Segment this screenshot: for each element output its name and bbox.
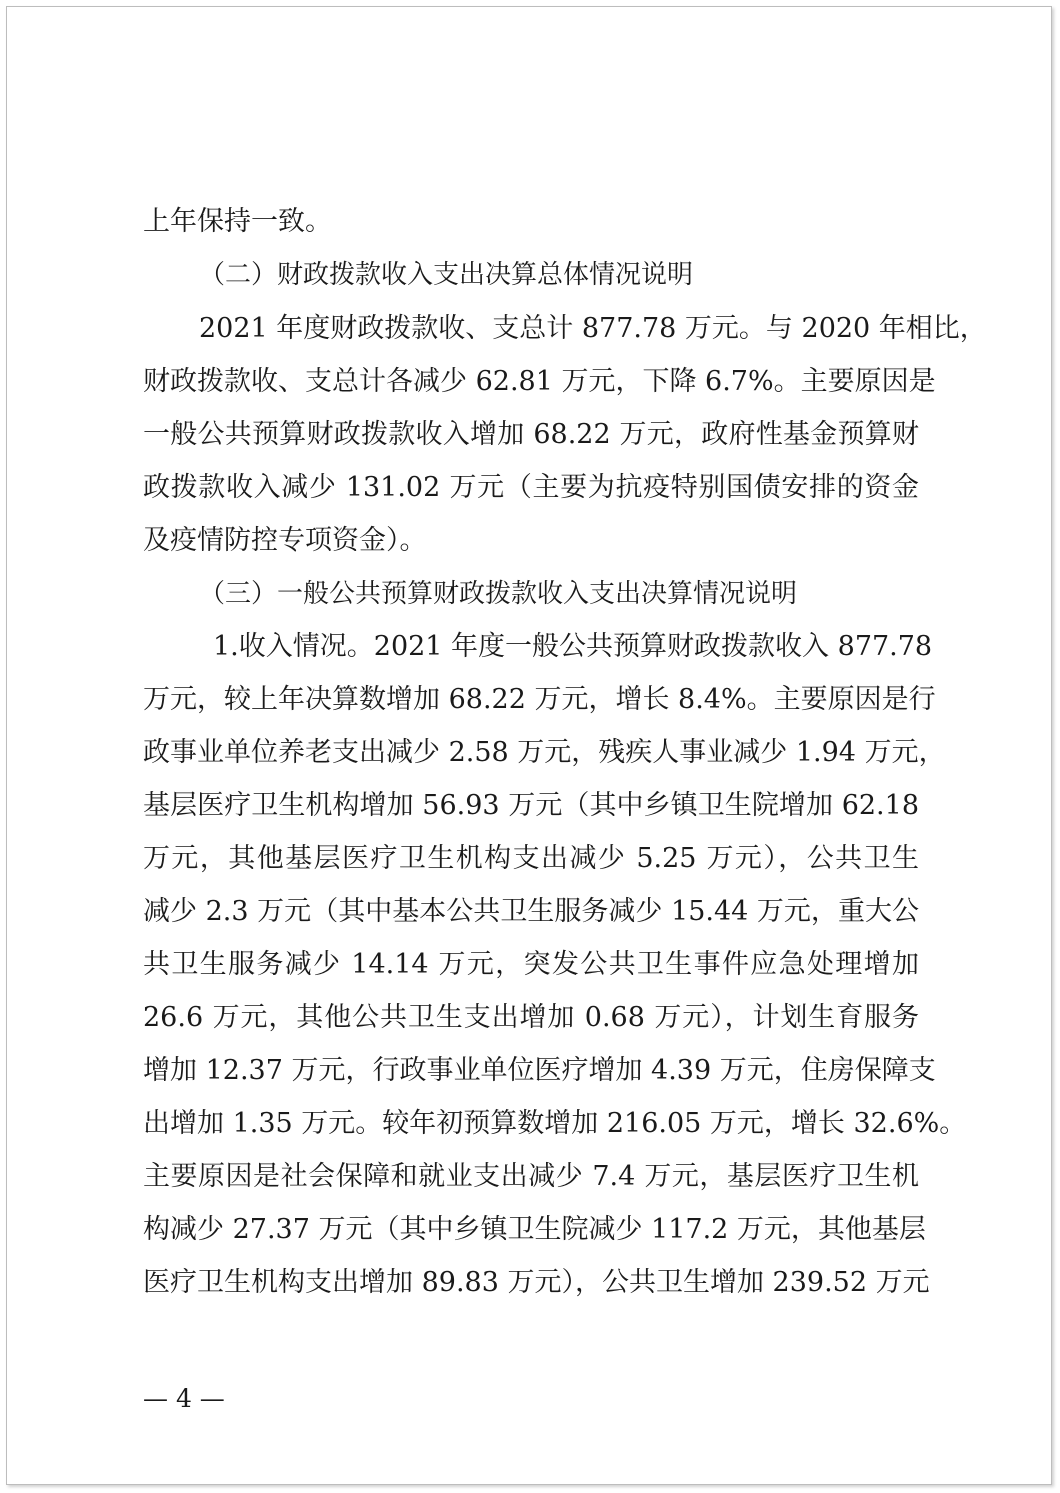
text-line: 共卫生服务减少 14.14 万元，突发公共卫生事件应急处理增加 (143, 949, 919, 980)
text-line: 基层医疗卫生机构增加 56.93 万元（其中乡镇卫生院增加 62.18 (143, 790, 919, 821)
text-line: 万元，较上年决算数增加 68.22 万元，增长 8.4%。主要原因是行 (143, 684, 936, 715)
section-heading-2: （二）财政拨款收入支出决算总体情况说明 (199, 260, 694, 290)
text-line: 1.收入情况。2021 年度一般公共预算财政拨款收入 877.78 (213, 631, 933, 662)
section-heading-3: （三）一般公共预算财政拨款收入支出决算情况说明 (199, 579, 798, 609)
text-line: 一般公共预算财政拨款收入增加 68.22 万元，政府性基金预算财 (143, 419, 919, 450)
text-line: 及疫情防控专项资金）。 (143, 525, 427, 556)
text-line: 26.6 万元，其他公共卫生支出增加 0.68 万元），计划生育服务 (143, 1002, 919, 1033)
text-line: 财政拨款收、支总计各减少 62.81 万元，下降 6.7%。主要原因是 (143, 366, 936, 397)
text-line: 上年保持一致。 (143, 206, 332, 237)
text-line: 万元，其他基层医疗卫生机构支出减少 5.25 万元），公共卫生 (143, 843, 919, 874)
text-line: 主要原因是社会保障和就业支出减少 7.4 万元，基层医疗卫生机 (143, 1161, 919, 1192)
text-line: 构减少 27.37 万元（其中乡镇卫生院减少 117.2 万元，其他基层 (143, 1214, 926, 1245)
text-line: 出增加 1.35 万元。较年初预算数增加 216.05 万元，增长 32.6%。 (143, 1108, 967, 1139)
text-line: 政拨款收入减少 131.02 万元（主要为抗疫特别国债安排的资金 (143, 472, 919, 503)
text-line: 增加 12.37 万元，行政事业单位医疗增加 4.39 万元，住房保障支 (143, 1055, 936, 1086)
page-number: — 4 — (143, 1384, 225, 1413)
text-line: 政事业单位养老支出减少 2.58 万元，残疾人事业减少 1.94 万元， (143, 737, 946, 768)
text-line: 2021 年度财政拨款收、支总计 877.78 万元。与 2020 年相比， (199, 313, 987, 344)
text-line: 减少 2.3 万元（其中基本公共卫生服务减少 15.44 万元，重大公 (143, 896, 919, 927)
text-line: 医疗卫生机构支出增加 89.83 万元），公共卫生增加 239.52 万元 (143, 1267, 930, 1298)
